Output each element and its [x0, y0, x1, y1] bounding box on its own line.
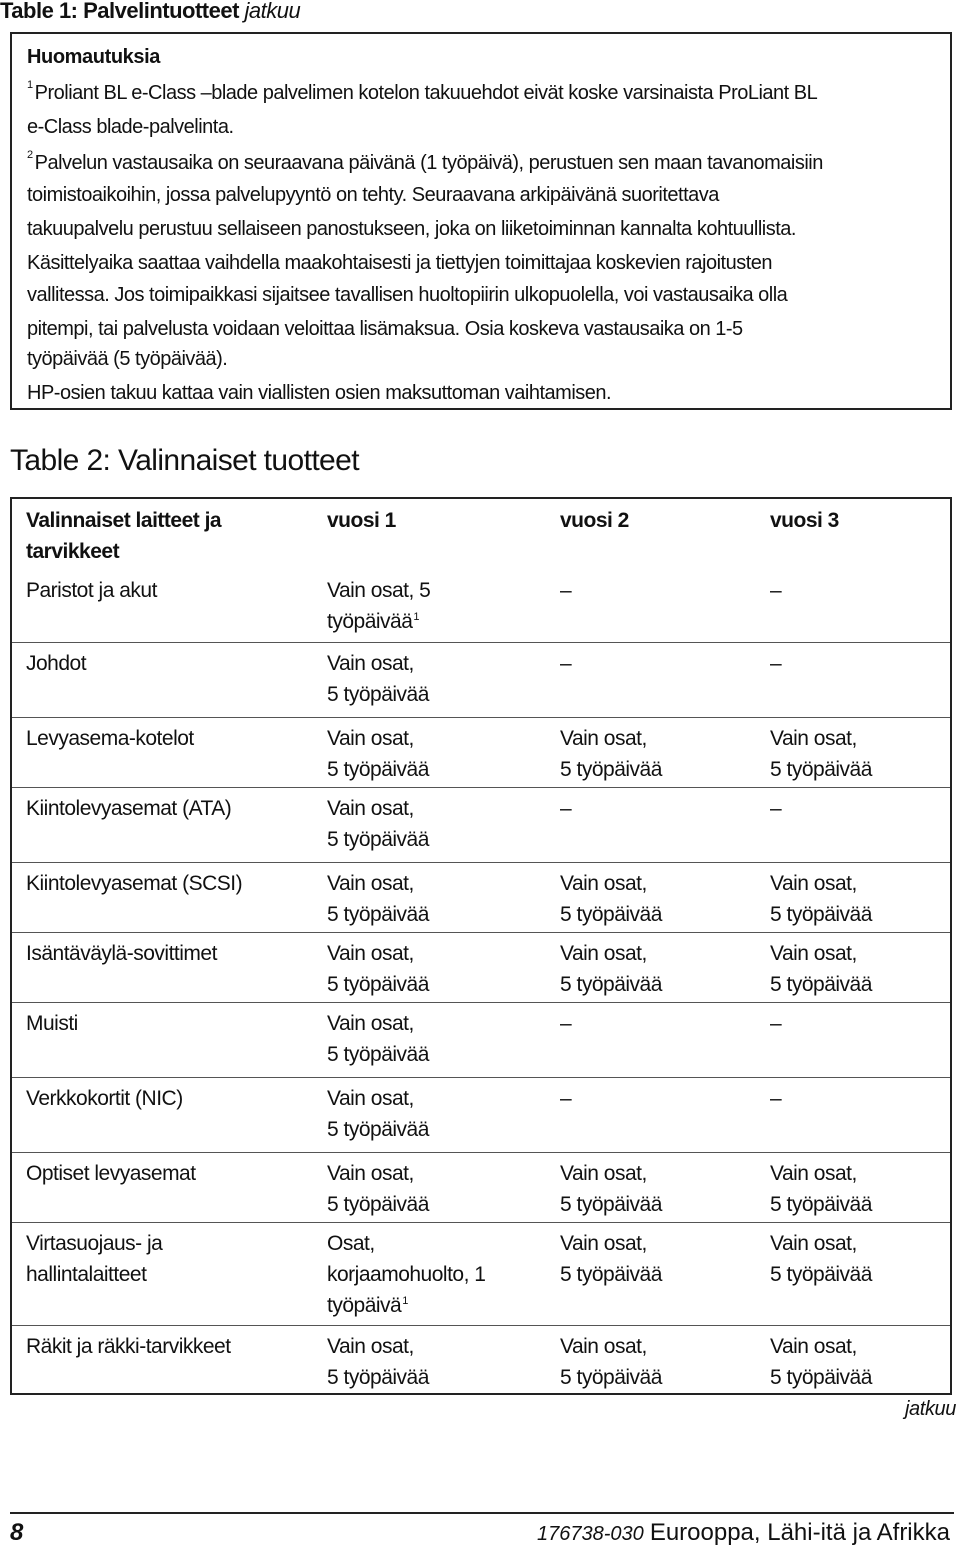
year1-cell-line — [327, 1362, 429, 1393]
year3-cell-line — [770, 1259, 872, 1290]
item-cell-text: hallintalaitteet — [26, 1263, 147, 1286]
item-cell — [26, 1331, 231, 1362]
year2-cell-text: 5 työpäivää — [560, 1366, 662, 1389]
year1-cell — [327, 1331, 429, 1393]
year1-cell-line — [327, 1158, 429, 1189]
note-text: vallitessa. Jos toimipaikkasi sijaitsee tavallisen huoltopiirin ulkopuolella, voi vastausaika olla — [27, 284, 788, 306]
year3-cell — [770, 1331, 872, 1393]
header-year1: vuosi 1 — [327, 509, 396, 532]
year1-cell-line — [327, 868, 429, 899]
year3-cell-line — [770, 899, 872, 930]
year3-cell-line — [770, 1331, 872, 1362]
year1-cell-text: Vain osat, — [327, 1335, 414, 1358]
note-line — [27, 218, 796, 241]
item-cell-text: Virtasuojaus- ja — [26, 1232, 163, 1255]
item-cell-text: Johdot — [26, 652, 87, 675]
year3-cell — [770, 1008, 781, 1039]
year1-cell-line — [327, 824, 429, 855]
item-cell — [26, 868, 242, 899]
note-line — [27, 116, 234, 139]
table2-title: Table 2: Valinnaiset tuotteet — [10, 444, 359, 477]
year1-cell-text: 5 työpäivää — [327, 1118, 429, 1141]
item-cell-text: Paristot ja akut — [26, 579, 157, 602]
year1-cell-text: korjaamohuolto, 1 — [327, 1263, 486, 1286]
table-row — [12, 1008, 950, 1078]
year3-cell — [770, 1158, 872, 1220]
note-line — [27, 318, 743, 341]
item-cell — [26, 793, 231, 824]
note-text: pitempi, tai palvelusta voidaan veloittaa lisämaksua. Osia koskeva vastausaika on 1-5 — [27, 318, 743, 340]
year3-cell-text: – — [770, 579, 782, 602]
table1-title — [0, 0, 300, 24]
year1-cell-text: 5 työpäivää — [327, 1366, 429, 1389]
year1-cell-line — [327, 1008, 429, 1039]
year1-cell — [327, 1228, 485, 1321]
header-year3: vuosi 3 — [770, 509, 839, 532]
table2-continued: jatkuu — [905, 1398, 956, 1420]
year3-cell — [770, 938, 872, 1000]
table-row — [12, 793, 950, 863]
year1-cell-line — [327, 938, 429, 969]
year2-cell — [560, 1158, 662, 1220]
year2-cell-line — [560, 648, 571, 679]
year1-cell-line — [327, 723, 429, 754]
year2-cell-line — [560, 754, 662, 785]
note-text: HP-osien takuu kattaa vain viallisten osien maksuttoman vaihtamisen. — [27, 382, 612, 404]
note-line — [27, 252, 772, 275]
note-text: toimistoaikoihin, jossa palvelupyyntö on tehty. Seuraavana arkipäivänä suoritettava — [27, 184, 719, 206]
year2-cell-line — [560, 723, 662, 754]
year1-cell — [327, 648, 429, 710]
year2-cell — [560, 1228, 662, 1290]
year2-cell-text: 5 työpäivää — [560, 758, 662, 781]
item-cell — [26, 575, 157, 606]
year1-cell — [327, 1008, 429, 1070]
item-cell-text: Kiintolevyasemat (SCSI) — [26, 872, 243, 895]
note-text: työpäivää (5 työpäivää). — [27, 348, 228, 370]
year1-cell-text: Vain osat, — [327, 1087, 414, 1110]
year1-cell-text: Vain osat, — [327, 652, 414, 675]
year3-cell-text: 5 työpäivää — [770, 758, 872, 781]
item-cell-line — [26, 723, 194, 754]
year1-cell-line — [327, 1331, 429, 1362]
year1-cell — [327, 1158, 429, 1220]
item-cell — [26, 1228, 162, 1290]
year2-cell-text: – — [560, 797, 572, 820]
year2-cell-text: 5 työpäivää — [560, 1193, 662, 1216]
year3-cell — [770, 868, 872, 930]
year1-cell-line — [327, 969, 429, 1000]
year2-cell-text: 5 työpäivää — [560, 903, 662, 926]
item-cell-line — [26, 1331, 231, 1362]
year3-cell — [770, 575, 781, 606]
item-cell — [26, 723, 194, 754]
year1-cell-line — [327, 1290, 485, 1321]
year2-cell-line — [560, 899, 662, 930]
year2-cell-text: Vain osat, — [560, 942, 647, 965]
year1-cell-text: työpäivää — [327, 610, 413, 633]
notes-heading: Huomautuksia — [27, 46, 161, 68]
table-row — [12, 723, 950, 788]
year2-cell-text: – — [560, 652, 572, 675]
year2-cell-text: Vain osat, — [560, 1335, 647, 1358]
item-cell-line — [26, 648, 86, 679]
year1-cell — [327, 575, 430, 637]
item-cell-line — [26, 1228, 162, 1259]
year2-cell-text: Vain osat, — [560, 727, 647, 750]
year1-cell-line — [327, 1228, 485, 1259]
year3-cell-text: – — [770, 797, 782, 820]
footer-rule — [10, 1512, 954, 1514]
year3-cell-text: Vain osat, — [770, 727, 857, 750]
year1-cell-text: Vain osat, — [327, 797, 414, 820]
year2-cell-line — [560, 575, 571, 606]
year1-cell-line — [327, 754, 429, 785]
table-row — [12, 648, 950, 718]
year2-cell — [560, 1331, 662, 1393]
year2-cell — [560, 1008, 571, 1039]
year2-cell — [560, 723, 662, 785]
table-row — [12, 1331, 950, 1391]
item-cell-text: Räkit ja räkki-tarvikkeet — [26, 1335, 231, 1358]
year2-cell-line — [560, 1189, 662, 1220]
year1-cell-text: työpäivä — [327, 1294, 402, 1317]
region-label: Eurooppa, Lähi-itä ja Afrikka — [649, 1519, 950, 1546]
item-cell-line — [26, 868, 242, 899]
year1-cell-text: Vain osat, 5 — [327, 579, 431, 602]
year2-cell-text: – — [560, 579, 572, 602]
year3-cell-line — [770, 793, 781, 824]
item-cell-line — [26, 1083, 183, 1114]
item-cell-text: Optiset levyasemat — [26, 1162, 196, 1185]
year2-cell — [560, 938, 662, 1000]
item-cell-line — [26, 1259, 162, 1290]
year3-cell-text: – — [770, 1087, 782, 1110]
note-line — [27, 348, 227, 371]
year1-cell-line — [327, 1039, 429, 1070]
year2-cell — [560, 648, 571, 679]
year3-cell-text: Vain osat, — [770, 942, 857, 965]
table-row — [12, 868, 950, 933]
header-year2: vuosi 2 — [560, 509, 629, 532]
year3-cell — [770, 723, 872, 785]
footnote-ref: 1 — [413, 611, 420, 623]
year2-cell-line — [560, 868, 662, 899]
year2-cell-text: – — [560, 1012, 572, 1035]
year1-cell — [327, 723, 429, 785]
item-cell-text: Verkkokortit (NIC) — [26, 1087, 183, 1110]
year1-cell-line — [327, 679, 429, 710]
year3-cell-text: Vain osat, — [770, 872, 857, 895]
note-line — [27, 79, 818, 105]
item-cell-text: Muisti — [26, 1012, 78, 1035]
item-cell — [26, 1158, 196, 1189]
year1-cell-text: 5 työpäivää — [327, 1043, 429, 1066]
note-line — [27, 284, 787, 307]
year1-cell-text: Vain osat, — [327, 1012, 414, 1035]
item-cell — [26, 938, 217, 969]
note-number: 2 — [27, 149, 33, 161]
footnote-ref: 1 — [402, 1295, 408, 1307]
year3-cell-text: – — [770, 1012, 782, 1035]
item-cell-line — [26, 938, 217, 969]
year1-cell-line — [327, 606, 430, 637]
year3-cell — [770, 1228, 872, 1290]
year3-cell-line — [770, 1228, 872, 1259]
year1-cell-line — [327, 1259, 485, 1290]
year1-cell — [327, 868, 429, 930]
year3-cell — [770, 1083, 781, 1114]
year2-cell-text: – — [560, 1087, 572, 1110]
year1-cell-text: 5 työpäivää — [327, 1193, 429, 1216]
year2-cell-line — [560, 969, 662, 1000]
year2-cell-text: 5 työpäivää — [560, 1263, 662, 1286]
note-text: Proliant BL e-Class –blade palvelimen kotelon takuuehdot eivät koske varsinaista ProLiant BL — [34, 82, 818, 104]
doc-number: 176738-030 — [537, 1523, 644, 1545]
item-cell-text: Kiintolevyasemat (ATA) — [26, 797, 232, 820]
item-cell-line — [26, 575, 157, 606]
year2-cell — [560, 868, 662, 930]
note-text: Käsittelyaika saattaa vaihdella maakohtaisesti ja tiettyjen toimittajaa koskevien rajoitusten — [27, 252, 773, 274]
item-cell — [26, 1083, 183, 1114]
note-line — [27, 149, 823, 175]
year3-cell-line — [770, 1158, 872, 1189]
year1-cell-text: Vain osat, — [327, 872, 414, 895]
note-line — [27, 184, 719, 207]
notes-box — [10, 32, 952, 410]
item-cell-line — [26, 1158, 196, 1189]
year1-cell-text: Vain osat, — [327, 942, 414, 965]
year2-cell-line — [560, 1362, 662, 1393]
table-row — [12, 938, 950, 1003]
note-text: Palvelun vastausaika on seuraavana päivänä (1 työpäivä), perustuen sen maan tavanomaisiin — [34, 152, 823, 174]
item-cell-text: Isäntäväylä-sovittimet — [26, 942, 217, 965]
table-row — [12, 1083, 950, 1153]
year3-cell-line — [770, 868, 872, 899]
year1-cell — [327, 793, 429, 855]
year2-cell-text: Vain osat, — [560, 872, 647, 895]
year3-cell-text: – — [770, 652, 782, 675]
year3-cell-line — [770, 1008, 781, 1039]
item-cell-line — [26, 1008, 78, 1039]
year2-cell — [560, 575, 571, 606]
year3-cell-line — [770, 648, 781, 679]
table-header-row — [12, 505, 950, 567]
year2-cell-line — [560, 938, 662, 969]
year2-cell-line — [560, 1158, 662, 1189]
year2-cell-line — [560, 1008, 571, 1039]
item-cell-text: Levyasema-kotelot — [26, 727, 194, 750]
item-cell — [26, 1008, 78, 1039]
year2-cell-text: 5 työpäivää — [560, 973, 662, 996]
year2-cell-line — [560, 1331, 662, 1362]
year2-cell-line — [560, 1083, 571, 1114]
note-text: takuupalvelu perustuu sellaiseen panostukseen, joka on liiketoiminnan kannalta kohtuullista. — [27, 218, 796, 240]
year1-cell-text: 5 työpäivää — [327, 758, 429, 781]
item-cell — [26, 648, 86, 679]
note-number: 1 — [27, 79, 33, 91]
year1-cell-text: Osat, — [327, 1232, 375, 1255]
year1-cell — [327, 938, 429, 1000]
year3-cell-text: Vain osat, — [770, 1162, 857, 1185]
year2-cell — [560, 793, 571, 824]
year3-cell-line — [770, 1362, 872, 1393]
year3-cell-line — [770, 723, 872, 754]
year2-cell-line — [560, 1228, 662, 1259]
year1-cell-text: Vain osat, — [327, 1162, 414, 1185]
page-number: 8 — [10, 1519, 24, 1546]
year3-cell-line — [770, 754, 872, 785]
year2-cell-line — [560, 1259, 662, 1290]
year1-cell-text: Vain osat, — [327, 727, 414, 750]
year1-cell-text: 5 työpäivää — [327, 903, 429, 926]
year3-cell-line — [770, 1189, 872, 1220]
year1-cell-line — [327, 1114, 429, 1145]
year1-cell-text: 5 työpäivää — [327, 828, 429, 851]
year3-cell-line — [770, 575, 781, 606]
year3-cell-text: 5 työpäivää — [770, 1366, 872, 1389]
year1-cell-line — [327, 1083, 429, 1114]
year3-cell-text: Vain osat, — [770, 1335, 857, 1358]
year1-cell-text: 5 työpäivää — [327, 683, 429, 706]
table1-continued: jatkuu — [244, 0, 301, 23]
year1-cell — [327, 1083, 429, 1145]
year1-cell-line — [327, 648, 429, 679]
table-row — [12, 1228, 950, 1326]
header-item — [26, 505, 221, 567]
year3-cell-text: 5 työpäivää — [770, 1193, 872, 1216]
year3-cell-text: 5 työpäivää — [770, 903, 872, 926]
year3-cell — [770, 648, 781, 679]
header-item-line: tarvikkeet — [26, 540, 120, 563]
header-item-line: Valinnaiset laitteet ja — [26, 509, 222, 532]
table-row — [12, 575, 950, 643]
year2-cell-line — [560, 793, 571, 824]
year1-cell-text: 5 työpäivää — [327, 973, 429, 996]
year3-cell — [770, 793, 781, 824]
year1-cell-line — [327, 899, 429, 930]
year3-cell-line — [770, 938, 872, 969]
year1-cell-line — [327, 575, 430, 606]
year3-cell-text: Vain osat, — [770, 1232, 857, 1255]
year2-cell-text: Vain osat, — [560, 1162, 647, 1185]
item-cell-line — [26, 793, 231, 824]
year2-cell — [560, 1083, 571, 1114]
year1-cell-line — [327, 1189, 429, 1220]
note-text: e-Class blade-palvelinta. — [27, 116, 234, 138]
year3-cell-text: 5 työpäivää — [770, 1263, 872, 1286]
year3-cell-line — [770, 1083, 781, 1114]
table1-title-text: Table 1: Palvelintuotteet — [0, 0, 239, 23]
footer-text — [537, 1519, 950, 1547]
year3-cell-text: 5 työpäivää — [770, 973, 872, 996]
year2-cell-text: Vain osat, — [560, 1232, 647, 1255]
year1-cell-line — [327, 793, 429, 824]
table-row — [12, 1158, 950, 1223]
note-line — [27, 382, 611, 405]
year3-cell-line — [770, 969, 872, 1000]
optional-products-table — [10, 497, 952, 1395]
